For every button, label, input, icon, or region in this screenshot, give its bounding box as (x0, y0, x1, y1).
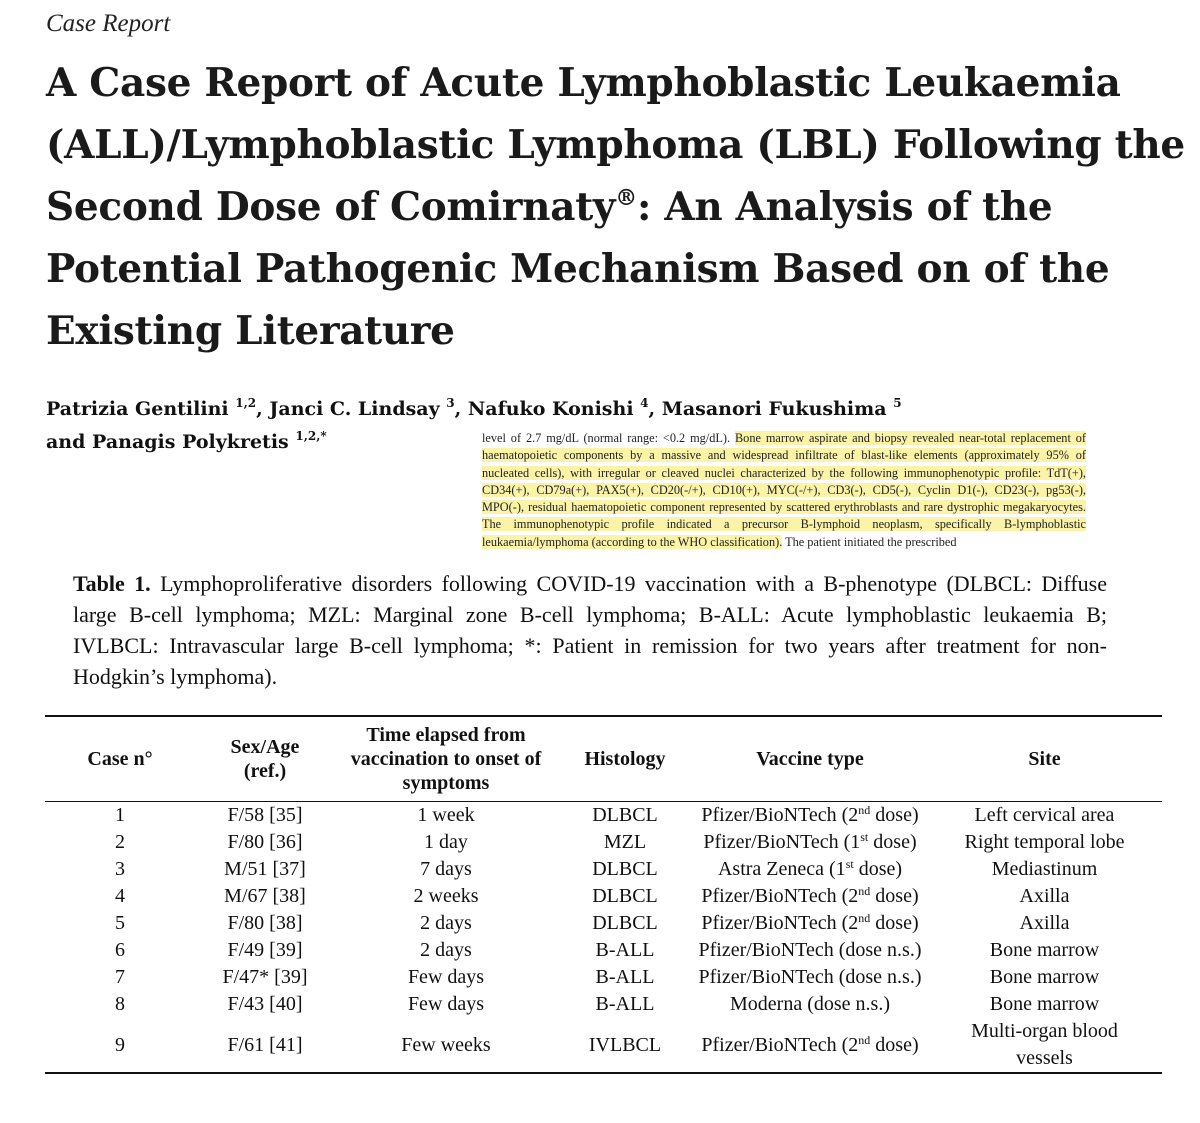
author-separator: , (256, 398, 263, 420)
vaccine-post: dose) (868, 831, 917, 853)
cell-sex-age: M/67 [38] (224, 885, 306, 907)
case-table (45, 715, 1162, 1074)
cell-site: Left cervical area (974, 804, 1115, 826)
cell-histology: MZL (603, 831, 647, 853)
article-title (46, 52, 1196, 362)
cell-case: 1 (115, 804, 125, 826)
vaccine-post: dose) (870, 804, 919, 826)
cell-histology: DLBCL (592, 885, 658, 907)
cell-sex-age: F/43 [40] (227, 993, 303, 1015)
cell-case: 7 (115, 966, 125, 988)
table-row (45, 910, 1162, 937)
cell-time-elapsed: 1 week (417, 804, 475, 826)
cell-histology: B-ALL (595, 939, 655, 961)
cell-case: 9 (115, 1033, 125, 1056)
vaccine-pre: Astra Zeneca (1 (717, 858, 846, 880)
cell-site: Right temporal lobe (964, 831, 1125, 853)
cell-time-elapsed: Few weeks (401, 1033, 491, 1056)
author-name: Panagis Polykretis (92, 431, 289, 453)
vaccine-pre: Pfizer/BioNTech (1 (703, 831, 861, 853)
cell-time-elapsed: 2 days (420, 912, 472, 934)
title-main: A Case Report of Acute Lymphoblastic Leukaemia (ALL)/Lymphoblastic Lymphoma (LBL) Following the Second Dose of Comirnaty (46, 60, 1185, 230)
author-affiliation: 1,2 (235, 396, 257, 410)
cell-site: Bone marrow (989, 993, 1100, 1015)
cell-histology: IVLBCL (588, 1033, 662, 1056)
table-body (45, 802, 1162, 1074)
author-affiliation: 4 (640, 396, 649, 410)
vaccine-pre: Pfizer/BioNTech (dose n.s.) (698, 966, 922, 988)
vaccine-post: dose) (870, 1033, 919, 1056)
excerpt-tail: The patient initiated the prescribed (782, 534, 957, 549)
table-row (45, 829, 1162, 856)
table-caption-text: Lymphoproliferative disorders following COVID-19 vaccination with a B-phenotype (DLBCL: Diffuse large B-cell lymphoma; MZL: Marginal zone B-cell lymphoma; B-ALL: Acute lymphoblastic leukaemia B; IVLBCL: Intravascular large B-cell lymphoma; *: Patient in remission for two years after treatment for non-Hodgkin’s lymphoma). (73, 571, 1107, 689)
cell-case: 3 (115, 858, 125, 880)
header-sex-age: Sex/Age (ref.) (230, 736, 300, 782)
cell-time-elapsed: 7 days (420, 858, 472, 880)
highlighted-excerpt (482, 430, 1086, 551)
vaccine-pre: Moderna (dose n.s.) (730, 993, 890, 1015)
author-affiliation: 1,2,* (295, 429, 327, 443)
cell-time-elapsed: 2 days (420, 939, 472, 961)
author-name: Nafuko Konishi (467, 398, 634, 420)
table-header-row (45, 716, 1162, 802)
cell-case: 8 (115, 993, 125, 1015)
cell-vaccine-type (693, 802, 927, 830)
cell-sex-age: F/61 [41] (227, 1033, 303, 1056)
vaccine-post: dose) (870, 885, 919, 907)
cell-histology: B-ALL (595, 966, 655, 988)
cell-case: 4 (115, 885, 125, 907)
table-caption-label: Table 1. (73, 571, 151, 596)
cell-sex-age: M/51 [37] (224, 858, 306, 880)
cell-histology: DLBCL (592, 858, 658, 880)
cell-vaccine-type (693, 883, 927, 910)
cell-vaccine-type (693, 991, 927, 1018)
cell-sex-age: F/47* [39] (222, 966, 308, 988)
vaccine-sup: st (860, 830, 869, 844)
author-separator: , (454, 398, 462, 420)
header-case: Case n° (87, 748, 153, 770)
title-subtitle: : An Analysis of the Potential Pathogenic Mechanism Based on of the Existing Literature (46, 184, 1110, 354)
author-separator: , (648, 398, 656, 420)
header-time-elapsed: Time elapsed from vaccination to onset of symptoms (350, 724, 542, 794)
cell-case: 2 (115, 831, 125, 853)
vaccine-sup: nd (858, 803, 871, 817)
cell-vaccine-type (693, 829, 927, 856)
vaccine-pre: Pfizer/BioNTech (dose n.s.) (698, 939, 922, 961)
author-affiliation: 5 (893, 396, 902, 410)
table-row (45, 964, 1162, 991)
table-row (45, 883, 1162, 910)
cell-histology: DLBCL (592, 912, 658, 934)
vaccine-sup: st (845, 857, 854, 871)
cell-histology: B-ALL (595, 993, 655, 1015)
cell-vaccine-type (693, 964, 927, 991)
table-row (45, 1018, 1162, 1073)
header-vaccine-type: Vaccine type (756, 748, 864, 770)
table-row (45, 802, 1162, 830)
table-row (45, 937, 1162, 964)
vaccine-pre: Pfizer/BioNTech (2 (701, 912, 859, 934)
table-row (45, 856, 1162, 883)
cell-vaccine-type (693, 856, 927, 883)
cell-case: 6 (115, 939, 125, 961)
article-type-label: Case Report (46, 10, 171, 37)
cell-site: Bone marrow (989, 966, 1100, 988)
excerpt-lead: level of 2.7 mg/dL (normal range: <0.2 mg/dL). (482, 431, 735, 445)
cell-case: 5 (115, 912, 125, 934)
cell-time-elapsed: Few days (407, 966, 485, 988)
vaccine-pre: Pfizer/BioNTech (2 (701, 885, 859, 907)
cell-sex-age: F/58 [35] (227, 804, 303, 826)
cell-site: Multi-organ blood vessels (971, 1020, 1118, 1069)
cell-site: Bone marrow (989, 939, 1100, 961)
table-row (45, 991, 1162, 1018)
header-histology: Histology (584, 748, 666, 770)
vaccine-sup: nd (858, 911, 871, 925)
cell-sex-age: F/49 [39] (227, 939, 303, 961)
cell-histology: DLBCL (592, 804, 658, 826)
author-name: Janci C. Lindsay (269, 398, 440, 420)
cell-time-elapsed: 2 weeks (413, 885, 479, 907)
vaccine-pre: Pfizer/BioNTech (2 (701, 804, 859, 826)
cell-vaccine-type (693, 1018, 927, 1073)
cell-vaccine-type (693, 910, 927, 937)
vaccine-sup: nd (858, 1032, 871, 1047)
excerpt-highlight: Bone marrow aspirate and biopsy revealed near-total replacement of haematopoietic components by a massive and widespread infiltrate of blast-like elements (approximately 95% of nucleated cells), with irregular or cleaved nuclei characterized by the following immunophenotypic profile: TdT(+), CD34(+), CD79a(+), PAX5(+), CD20(-/+), CD10(+), MYC(-/+), CD3(-), CD5(-), Cyclin D1(-), CD23(-), pg53(-), MPO(-), residual haematopoietic component represented by scattered erythroblasts and rare dystrophic megakaryocytes. The immunophenotypic profile indicated a precursor B-lymphoid neoplasm, specifically B-lymphoblastic leukaemia/lymphoma (according to the WHO classification). (482, 431, 1087, 549)
author-conjunction: and (46, 431, 86, 453)
cell-time-elapsed: Few days (407, 993, 485, 1015)
vaccine-post: dose) (870, 912, 919, 934)
registered-mark: ® (615, 185, 637, 211)
cell-site: Mediastinum (991, 858, 1098, 880)
author-name: Patrizia Gentilini (46, 398, 229, 420)
author-affiliation: 3 (446, 396, 455, 410)
vaccine-pre: Pfizer/BioNTech (2 (701, 1033, 859, 1056)
cell-time-elapsed: 1 day (424, 831, 468, 853)
cell-sex-age: F/80 [38] (227, 912, 303, 934)
header-site: Site (1028, 748, 1061, 770)
cell-sex-age: F/80 [36] (227, 831, 303, 853)
table-caption (73, 568, 1107, 692)
vaccine-sup: nd (858, 884, 871, 898)
cell-vaccine-type (693, 937, 927, 964)
vaccine-post: dose) (853, 858, 903, 880)
author-name: Masanori Fukushima (661, 398, 887, 420)
cell-site: Axilla (1019, 885, 1070, 907)
cell-site: Axilla (1019, 912, 1070, 934)
